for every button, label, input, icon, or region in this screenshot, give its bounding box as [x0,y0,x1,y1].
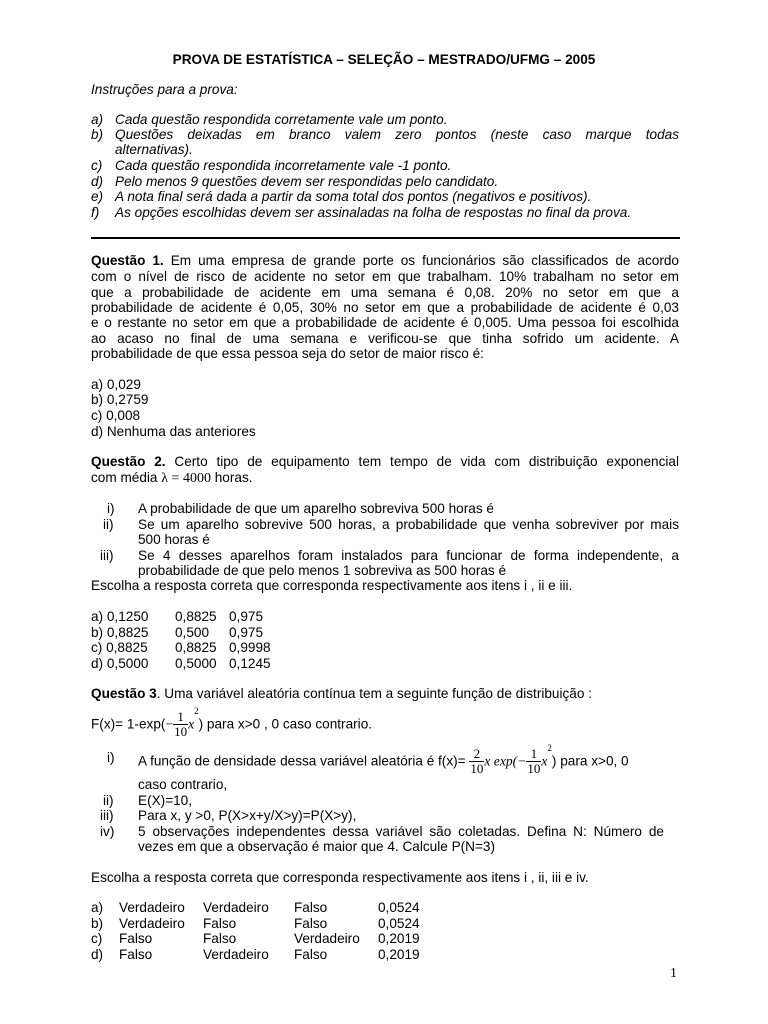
question-2-text: Certo tipo de equipamento tem tempo de vida com distribuição exponencial [174,454,679,469]
fraction [173,710,188,739]
option-cell: 0,1245 [229,656,271,671]
question-2-line [91,454,679,469]
question-1-option-d[interactable]: d) Nenhuma das anteriores [91,424,256,439]
question-3-item-text: Para x, y >0, P(X>x+y/X>y)=P(X>y), [138,808,357,823]
question-3-item-marker: iii) [100,808,114,823]
question-2-item-text-cont: 500 horas é [138,532,210,547]
option-cell: c) 0,8825 [91,640,148,655]
formula-text: A função de densidade dessa variável aleatória é f(x)= [138,753,466,769]
question-1-line: e o restante no setor em que a probabilidade de acidente é 0,005. Uma pessoa foi escolhida [91,315,679,330]
question-3-item-marker: i) [107,750,115,765]
distribution-formula [91,704,372,739]
question-2-item-text: Se um aparelho sobrevive 500 horas, a probabilidade que venha sobreviver por mais [138,517,679,532]
question-1-option-c[interactable]: c) 0,008 [91,408,141,423]
instruction-text: Cada questão respondida incorretamente vale -1 ponto. [115,158,452,173]
fraction [469,747,484,776]
question-1-line [91,253,679,268]
question-2-item-text-cont: probabilidade de que pelo menos 1 sobreviva as 500 horas é [138,563,507,578]
fraction-denominator: 10 [174,723,188,739]
option-cell: 0,5000 [175,656,217,671]
option-cell: 0,2019 [378,931,420,946]
option-cell: 0,8825 [175,609,217,624]
option-cell: 0,975 [229,625,264,640]
instruction-text: As opções escolhidas devem ser assinaladas na folha de respostas no final da prova. [115,205,632,220]
question-1-line: ao acaso no final de uma semana e verificou-se que tinha sofrido um acidente. A [91,331,679,346]
divider-rule [91,237,680,239]
formula-text: x exp(− [484,753,527,769]
option-cell: Falso [119,947,153,962]
option-cell: 0,0524 [378,900,420,915]
formula-var: x [188,716,195,732]
question-1-line: com o nível de risco de acidente no setor em que trabalham. 10% trabalham no setor em [91,269,679,284]
instruction-text: Cada questão respondida corretamente vale um ponto. [115,112,448,127]
formula-text: − [165,716,174,732]
formula-text: ) para x>0, 0 [551,753,629,769]
question-3-item-marker: iv) [100,824,115,839]
instruction-text: A nota final será dada a partir da soma total dos pontos (negativos e positivos). [115,189,592,204]
instruction-marker: b) [91,127,104,142]
option-cell: Falso [294,900,328,915]
instruction-marker: a) [91,112,104,127]
instruction-text-cont: alternativas). [115,142,193,157]
fraction-numerator: 1 [526,747,541,762]
instruction-marker: c) [91,158,103,173]
question-2-label: Questão 2. [91,454,166,469]
option-cell: Falso [119,931,153,946]
fraction-numerator: 1 [173,710,188,725]
instruction-text: Pelo menos 9 questões devem ser respondidas pelo candidato. [115,174,499,189]
question-3-item-text-cont: caso contrario, [138,777,228,792]
page-title: PROVA DE ESTATÍSTICA – SELEÇÃO – MESTRADO/UFMG – 2005 [172,52,596,67]
fraction-numerator: 2 [469,747,484,762]
option-cell: 0,8825 [175,640,217,655]
option-cell: Falso [294,916,328,931]
question-2-prompt: Escolha a resposta correta que corresponda respectivamente aos itens i , ii e iii. [91,578,573,593]
option-cell: 0,975 [229,609,264,624]
instruction-marker: e) [91,189,104,204]
formula-var: x [541,753,548,769]
question-1-line: probabilidade de que essa pessoa seja do setor de maior risco é: [91,346,484,361]
question-2-text: horas. [214,470,253,485]
formula-text: ) para x>0 , 0 caso contrario. [198,716,373,732]
question-3-item-text: 5 observações independentes dessa variável são coletadas. Defina N: Número de [138,824,664,839]
option-cell: Falso [203,931,237,946]
question-2-item-marker: iii) [100,548,114,563]
option-cell: Falso [203,916,237,931]
question-3-label: Questão 3 [91,686,157,701]
question-2-item-marker: i) [107,501,115,516]
option-cell: b) 0,8825 [91,625,149,640]
instruction-marker: d) [91,174,104,189]
question-3-prompt: Escolha a resposta correta que corresponda respectivamente aos itens i , ii, iii e iv. [91,870,589,885]
question-1-text: Em uma empresa de grande porte os funcionários são classificados de acordo [170,253,679,268]
density-formula [138,741,629,776]
option-cell: Verdadeiro [203,900,269,915]
option-cell: 0,500 [175,625,210,640]
question-2-line [91,470,253,487]
question-3-item-text: E(X)=10, [138,793,193,808]
question-3-text: . Uma variável aleatória contínua tem a seguinte função de distribuição : [156,686,592,701]
page-number: 1 [670,966,677,981]
option-cell: Verdadeiro [203,947,269,962]
option-cell: 0,9998 [229,640,271,655]
option-cell: d) 0,5000 [91,656,149,671]
option-cell: d) [91,947,104,962]
formula-exponent: 2 [547,743,552,753]
option-cell: Verdadeiro [119,916,185,931]
lambda-formula: λ = 4000 [161,471,211,486]
option-cell: Falso [294,947,328,962]
question-1-line: que a probabilidade de acidente em uma semana é 0,08. 20% no setor em que a [91,285,679,300]
instructions-heading: Instruções para a prova: [91,82,238,97]
question-3-line [91,686,592,701]
question-1-line: probabilidade de acidente é 0,05, 30% no setor em que a probabilidade de acidente é 0,03 [91,300,679,315]
formula-text: F(x)= 1-exp( [91,716,166,732]
question-2-text: com média [91,470,158,485]
fraction [526,747,541,776]
option-cell: c) [91,931,103,946]
question-1-option-a[interactable]: a) 0,029 [91,377,141,392]
instruction-text: Questões deixadas em branco valem zero pontos (neste caso marque todas [115,127,679,142]
option-cell: Verdadeiro [119,900,185,915]
option-cell: a) [91,900,104,915]
instruction-marker: f) [91,205,100,220]
question-2-item-marker: ii) [103,517,114,532]
question-2-item-text: Se 4 desses aparelhos foram instalados para funcionar de forma independente, a [138,548,679,563]
question-1-option-b[interactable]: b) 0,2759 [91,392,149,407]
question-2-item-text: A probabilidade de que um aparelho sobreviva 500 horas é [138,501,494,516]
fraction-denominator: 10 [470,760,484,776]
option-cell: 0,2019 [378,947,420,962]
option-cell: a) 0,1250 [91,609,149,624]
question-3-item-text-cont: vezes em que a observação é maior que 4. Calcule P(N=3) [138,839,496,854]
option-cell: Verdadeiro [294,931,360,946]
option-cell: b) [91,916,104,931]
formula-exponent: 2 [194,706,199,716]
question-3-item-marker: ii) [103,793,114,808]
fraction-denominator: 10 [527,760,541,776]
question-1-label: Questão 1. [91,253,164,268]
option-cell: 0,0524 [378,916,420,931]
